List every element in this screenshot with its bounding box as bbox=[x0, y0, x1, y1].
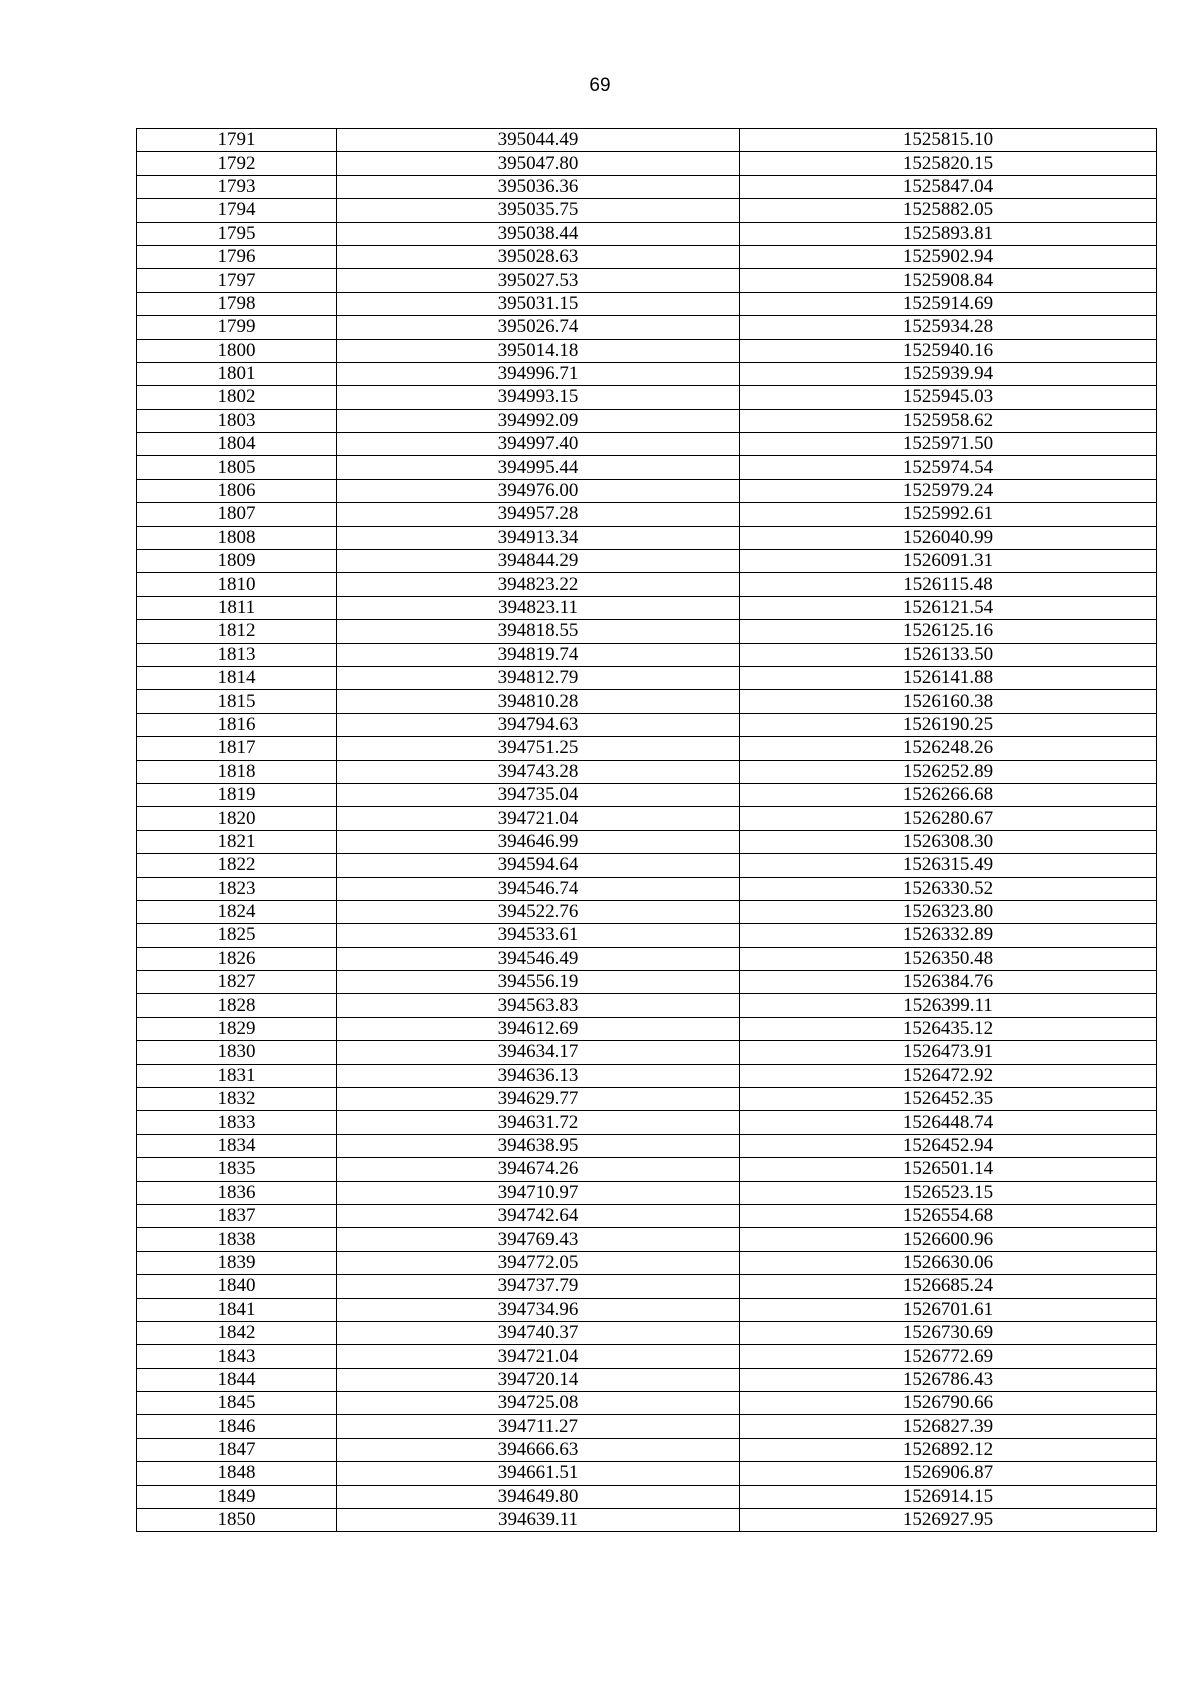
x-coordinate-cell: 395031.15 bbox=[337, 292, 740, 315]
table-row bbox=[137, 503, 1157, 526]
point-number-cell: 1823 bbox=[137, 877, 337, 900]
y-coordinate-cell: 1526330.52 bbox=[740, 877, 1157, 900]
point-number-cell: 1828 bbox=[137, 994, 337, 1017]
table-row bbox=[137, 152, 1157, 175]
table-row bbox=[137, 550, 1157, 573]
x-coordinate-cell: 394629.77 bbox=[337, 1088, 740, 1111]
y-coordinate-cell: 1525974.54 bbox=[740, 456, 1157, 479]
point-number-cell: 1844 bbox=[137, 1368, 337, 1391]
y-coordinate-cell: 1526452.94 bbox=[740, 1134, 1157, 1157]
y-coordinate-cell: 1526600.96 bbox=[740, 1228, 1157, 1251]
x-coordinate-cell: 394743.28 bbox=[337, 760, 740, 783]
y-coordinate-cell: 1525908.84 bbox=[740, 269, 1157, 292]
y-coordinate-cell: 1525958.62 bbox=[740, 409, 1157, 432]
x-coordinate-cell: 395027.53 bbox=[337, 269, 740, 292]
x-coordinate-cell: 394725.08 bbox=[337, 1392, 740, 1415]
point-number-cell: 1822 bbox=[137, 854, 337, 877]
x-coordinate-cell: 394997.40 bbox=[337, 433, 740, 456]
x-coordinate-cell: 394674.26 bbox=[337, 1158, 740, 1181]
y-coordinate-cell: 1526190.25 bbox=[740, 713, 1157, 736]
x-coordinate-cell: 394769.43 bbox=[337, 1228, 740, 1251]
point-number-cell: 1815 bbox=[137, 690, 337, 713]
y-coordinate-cell: 1525820.15 bbox=[740, 152, 1157, 175]
table-row bbox=[137, 269, 1157, 292]
y-coordinate-cell: 1525940.16 bbox=[740, 339, 1157, 362]
point-number-cell: 1842 bbox=[137, 1321, 337, 1344]
x-coordinate-cell: 394636.13 bbox=[337, 1064, 740, 1087]
table-row bbox=[137, 1228, 1157, 1251]
point-number-cell: 1838 bbox=[137, 1228, 337, 1251]
x-coordinate-cell: 394823.22 bbox=[337, 573, 740, 596]
x-coordinate-cell: 394957.28 bbox=[337, 503, 740, 526]
x-coordinate-cell: 394995.44 bbox=[337, 456, 740, 479]
x-coordinate-cell: 394742.64 bbox=[337, 1204, 740, 1227]
table-row bbox=[137, 737, 1157, 760]
y-coordinate-cell: 1526252.89 bbox=[740, 760, 1157, 783]
table-row bbox=[137, 245, 1157, 268]
point-number-cell: 1831 bbox=[137, 1064, 337, 1087]
y-coordinate-cell: 1526630.06 bbox=[740, 1251, 1157, 1274]
point-number-cell: 1837 bbox=[137, 1204, 337, 1227]
point-number-cell: 1849 bbox=[137, 1485, 337, 1508]
point-number-cell: 1818 bbox=[137, 760, 337, 783]
table-row bbox=[137, 1509, 1157, 1532]
y-coordinate-cell: 1526399.11 bbox=[740, 994, 1157, 1017]
y-coordinate-cell: 1526452.35 bbox=[740, 1088, 1157, 1111]
y-coordinate-cell: 1526472.92 bbox=[740, 1064, 1157, 1087]
point-number-cell: 1791 bbox=[137, 129, 337, 152]
x-coordinate-cell: 394794.63 bbox=[337, 713, 740, 736]
point-number-cell: 1846 bbox=[137, 1415, 337, 1438]
point-number-cell: 1848 bbox=[137, 1462, 337, 1485]
table-row bbox=[137, 1204, 1157, 1227]
table-row bbox=[137, 1462, 1157, 1485]
table-row bbox=[137, 1438, 1157, 1461]
y-coordinate-cell: 1526473.91 bbox=[740, 1041, 1157, 1064]
point-number-cell: 1820 bbox=[137, 807, 337, 830]
y-coordinate-cell: 1525882.05 bbox=[740, 199, 1157, 222]
point-number-cell: 1794 bbox=[137, 199, 337, 222]
table-row bbox=[137, 713, 1157, 736]
table-row bbox=[137, 971, 1157, 994]
point-number-cell: 1807 bbox=[137, 503, 337, 526]
y-coordinate-cell: 1525902.94 bbox=[740, 245, 1157, 268]
x-coordinate-cell: 394823.11 bbox=[337, 596, 740, 619]
x-coordinate-cell: 394992.09 bbox=[337, 409, 740, 432]
point-number-cell: 1800 bbox=[137, 339, 337, 362]
y-coordinate-cell: 1525914.69 bbox=[740, 292, 1157, 315]
table-row bbox=[137, 456, 1157, 479]
point-number-cell: 1803 bbox=[137, 409, 337, 432]
point-number-cell: 1795 bbox=[137, 222, 337, 245]
x-coordinate-cell: 394996.71 bbox=[337, 362, 740, 385]
table-row bbox=[137, 1064, 1157, 1087]
x-coordinate-cell: 394666.63 bbox=[337, 1438, 740, 1461]
table-row bbox=[137, 362, 1157, 385]
table-row bbox=[137, 1017, 1157, 1040]
x-coordinate-cell: 395026.74 bbox=[337, 316, 740, 339]
point-number-cell: 1805 bbox=[137, 456, 337, 479]
point-number-cell: 1801 bbox=[137, 362, 337, 385]
x-coordinate-cell: 394810.28 bbox=[337, 690, 740, 713]
point-number-cell: 1827 bbox=[137, 971, 337, 994]
table-row bbox=[137, 854, 1157, 877]
point-number-cell: 1824 bbox=[137, 900, 337, 923]
y-coordinate-cell: 1526790.66 bbox=[740, 1392, 1157, 1415]
table-row bbox=[137, 994, 1157, 1017]
y-coordinate-cell: 1526701.61 bbox=[740, 1298, 1157, 1321]
y-coordinate-cell: 1525992.61 bbox=[740, 503, 1157, 526]
table-row bbox=[137, 339, 1157, 362]
y-coordinate-cell: 1526125.16 bbox=[740, 620, 1157, 643]
y-coordinate-cell: 1526501.14 bbox=[740, 1158, 1157, 1181]
x-coordinate-cell: 394710.97 bbox=[337, 1181, 740, 1204]
table-row bbox=[137, 479, 1157, 502]
point-number-cell: 1798 bbox=[137, 292, 337, 315]
x-coordinate-cell: 394751.25 bbox=[337, 737, 740, 760]
table-row bbox=[137, 175, 1157, 198]
point-number-cell: 1825 bbox=[137, 924, 337, 947]
point-number-cell: 1809 bbox=[137, 550, 337, 573]
y-coordinate-cell: 1526384.76 bbox=[740, 971, 1157, 994]
y-coordinate-cell: 1526927.95 bbox=[740, 1509, 1157, 1532]
y-coordinate-cell: 1526133.50 bbox=[740, 643, 1157, 666]
point-number-cell: 1799 bbox=[137, 316, 337, 339]
table-row bbox=[137, 643, 1157, 666]
point-number-cell: 1841 bbox=[137, 1298, 337, 1321]
table-row bbox=[137, 830, 1157, 853]
y-coordinate-cell: 1525893.81 bbox=[740, 222, 1157, 245]
table-row bbox=[137, 129, 1157, 152]
x-coordinate-cell: 395036.36 bbox=[337, 175, 740, 198]
point-number-cell: 1839 bbox=[137, 1251, 337, 1274]
y-coordinate-cell: 1526448.74 bbox=[740, 1111, 1157, 1134]
table-row bbox=[137, 1134, 1157, 1157]
y-coordinate-cell: 1526523.15 bbox=[740, 1181, 1157, 1204]
point-number-cell: 1832 bbox=[137, 1088, 337, 1111]
table-row bbox=[137, 690, 1157, 713]
y-coordinate-cell: 1525945.03 bbox=[740, 386, 1157, 409]
table-row bbox=[137, 760, 1157, 783]
x-coordinate-cell: 394533.61 bbox=[337, 924, 740, 947]
y-coordinate-cell: 1525815.10 bbox=[740, 129, 1157, 152]
x-coordinate-cell: 394844.29 bbox=[337, 550, 740, 573]
x-coordinate-cell: 394612.69 bbox=[337, 1017, 740, 1040]
y-coordinate-cell: 1526115.48 bbox=[740, 573, 1157, 596]
y-coordinate-cell: 1526435.12 bbox=[740, 1017, 1157, 1040]
x-coordinate-cell: 394812.79 bbox=[337, 666, 740, 689]
x-coordinate-cell: 394639.11 bbox=[337, 1509, 740, 1532]
point-number-cell: 1813 bbox=[137, 643, 337, 666]
table-row bbox=[137, 573, 1157, 596]
point-number-cell: 1835 bbox=[137, 1158, 337, 1181]
y-coordinate-cell: 1526772.69 bbox=[740, 1345, 1157, 1368]
y-coordinate-cell: 1526786.43 bbox=[740, 1368, 1157, 1391]
x-coordinate-cell: 394522.76 bbox=[337, 900, 740, 923]
x-coordinate-cell: 394913.34 bbox=[337, 526, 740, 549]
y-coordinate-cell: 1526091.31 bbox=[740, 550, 1157, 573]
table-row bbox=[137, 807, 1157, 830]
table-row bbox=[137, 1345, 1157, 1368]
x-coordinate-cell: 394734.96 bbox=[337, 1298, 740, 1321]
point-number-cell: 1830 bbox=[137, 1041, 337, 1064]
x-coordinate-cell: 394735.04 bbox=[337, 783, 740, 806]
x-coordinate-cell: 395038.44 bbox=[337, 222, 740, 245]
point-number-cell: 1814 bbox=[137, 666, 337, 689]
table-row bbox=[137, 1485, 1157, 1508]
point-number-cell: 1812 bbox=[137, 620, 337, 643]
x-coordinate-cell: 394721.04 bbox=[337, 807, 740, 830]
y-coordinate-cell: 1525979.24 bbox=[740, 479, 1157, 502]
point-number-cell: 1811 bbox=[137, 596, 337, 619]
point-number-cell: 1833 bbox=[137, 1111, 337, 1134]
y-coordinate-cell: 1526906.87 bbox=[740, 1462, 1157, 1485]
table-row bbox=[137, 222, 1157, 245]
table-row bbox=[137, 316, 1157, 339]
point-number-cell: 1836 bbox=[137, 1181, 337, 1204]
table-row bbox=[137, 666, 1157, 689]
point-number-cell: 1806 bbox=[137, 479, 337, 502]
y-coordinate-cell: 1526121.54 bbox=[740, 596, 1157, 619]
x-coordinate-cell: 394661.51 bbox=[337, 1462, 740, 1485]
y-coordinate-cell: 1526554.68 bbox=[740, 1204, 1157, 1227]
table-row bbox=[137, 924, 1157, 947]
table-row bbox=[137, 1392, 1157, 1415]
x-coordinate-cell: 395028.63 bbox=[337, 245, 740, 268]
table-row bbox=[137, 1298, 1157, 1321]
table-row bbox=[137, 1111, 1157, 1134]
table-row bbox=[137, 292, 1157, 315]
x-coordinate-cell: 394711.27 bbox=[337, 1415, 740, 1438]
y-coordinate-cell: 1526280.67 bbox=[740, 807, 1157, 830]
point-number-cell: 1850 bbox=[137, 1509, 337, 1532]
table-row bbox=[137, 526, 1157, 549]
coordinates-table bbox=[136, 128, 1157, 1532]
point-number-cell: 1797 bbox=[137, 269, 337, 292]
point-number-cell: 1817 bbox=[137, 737, 337, 760]
x-coordinate-cell: 394772.05 bbox=[337, 1251, 740, 1274]
point-number-cell: 1840 bbox=[137, 1275, 337, 1298]
x-coordinate-cell: 394993.15 bbox=[337, 386, 740, 409]
x-coordinate-cell: 394740.37 bbox=[337, 1321, 740, 1344]
x-coordinate-cell: 395047.80 bbox=[337, 152, 740, 175]
y-coordinate-cell: 1526332.89 bbox=[740, 924, 1157, 947]
y-coordinate-cell: 1526160.38 bbox=[740, 690, 1157, 713]
y-coordinate-cell: 1525971.50 bbox=[740, 433, 1157, 456]
coordinates-table-body bbox=[137, 129, 1157, 1532]
table-row bbox=[137, 620, 1157, 643]
point-number-cell: 1804 bbox=[137, 433, 337, 456]
point-number-cell: 1802 bbox=[137, 386, 337, 409]
table-row bbox=[137, 596, 1157, 619]
point-number-cell: 1821 bbox=[137, 830, 337, 853]
y-coordinate-cell: 1525939.94 bbox=[740, 362, 1157, 385]
table-row bbox=[137, 386, 1157, 409]
table-row bbox=[137, 1041, 1157, 1064]
point-number-cell: 1843 bbox=[137, 1345, 337, 1368]
point-number-cell: 1826 bbox=[137, 947, 337, 970]
table-row bbox=[137, 783, 1157, 806]
y-coordinate-cell: 1526315.49 bbox=[740, 854, 1157, 877]
y-coordinate-cell: 1526350.48 bbox=[740, 947, 1157, 970]
point-number-cell: 1796 bbox=[137, 245, 337, 268]
x-coordinate-cell: 394631.72 bbox=[337, 1111, 740, 1134]
table-row bbox=[137, 1275, 1157, 1298]
y-coordinate-cell: 1526892.12 bbox=[740, 1438, 1157, 1461]
table-row bbox=[137, 900, 1157, 923]
table-row bbox=[137, 1368, 1157, 1391]
table-row bbox=[137, 1181, 1157, 1204]
x-coordinate-cell: 394976.00 bbox=[337, 479, 740, 502]
x-coordinate-cell: 395014.18 bbox=[337, 339, 740, 362]
x-coordinate-cell: 394546.74 bbox=[337, 877, 740, 900]
point-number-cell: 1819 bbox=[137, 783, 337, 806]
x-coordinate-cell: 394720.14 bbox=[337, 1368, 740, 1391]
point-number-cell: 1810 bbox=[137, 573, 337, 596]
x-coordinate-cell: 394594.64 bbox=[337, 854, 740, 877]
table-row bbox=[137, 947, 1157, 970]
x-coordinate-cell: 394737.79 bbox=[337, 1275, 740, 1298]
table-row bbox=[137, 409, 1157, 432]
y-coordinate-cell: 1526248.26 bbox=[740, 737, 1157, 760]
x-coordinate-cell: 394818.55 bbox=[337, 620, 740, 643]
x-coordinate-cell: 394646.99 bbox=[337, 830, 740, 853]
page-number: 69 bbox=[589, 75, 611, 96]
point-number-cell: 1792 bbox=[137, 152, 337, 175]
x-coordinate-cell: 394563.83 bbox=[337, 994, 740, 1017]
y-coordinate-cell: 1526914.15 bbox=[740, 1485, 1157, 1508]
y-coordinate-cell: 1526323.80 bbox=[740, 900, 1157, 923]
point-number-cell: 1793 bbox=[137, 175, 337, 198]
table-row bbox=[137, 1088, 1157, 1111]
y-coordinate-cell: 1526685.24 bbox=[740, 1275, 1157, 1298]
y-coordinate-cell: 1526266.68 bbox=[740, 783, 1157, 806]
y-coordinate-cell: 1525934.28 bbox=[740, 316, 1157, 339]
x-coordinate-cell: 394649.80 bbox=[337, 1485, 740, 1508]
point-number-cell: 1845 bbox=[137, 1392, 337, 1415]
x-coordinate-cell: 394634.17 bbox=[337, 1041, 740, 1064]
x-coordinate-cell: 394638.95 bbox=[337, 1134, 740, 1157]
table-row bbox=[137, 1158, 1157, 1181]
x-coordinate-cell: 394556.19 bbox=[337, 971, 740, 994]
x-coordinate-cell: 395044.49 bbox=[337, 129, 740, 152]
point-number-cell: 1816 bbox=[137, 713, 337, 736]
x-coordinate-cell: 394721.04 bbox=[337, 1345, 740, 1368]
y-coordinate-cell: 1526308.30 bbox=[740, 830, 1157, 853]
y-coordinate-cell: 1526040.99 bbox=[740, 526, 1157, 549]
table-row bbox=[137, 199, 1157, 222]
table-row bbox=[137, 1321, 1157, 1344]
point-number-cell: 1847 bbox=[137, 1438, 337, 1461]
table-row bbox=[137, 877, 1157, 900]
x-coordinate-cell: 394546.49 bbox=[337, 947, 740, 970]
y-coordinate-cell: 1526141.88 bbox=[740, 666, 1157, 689]
point-number-cell: 1834 bbox=[137, 1134, 337, 1157]
point-number-cell: 1829 bbox=[137, 1017, 337, 1040]
table-row bbox=[137, 1415, 1157, 1438]
y-coordinate-cell: 1526730.69 bbox=[740, 1321, 1157, 1344]
point-number-cell: 1808 bbox=[137, 526, 337, 549]
y-coordinate-cell: 1526827.39 bbox=[740, 1415, 1157, 1438]
x-coordinate-cell: 394819.74 bbox=[337, 643, 740, 666]
x-coordinate-cell: 395035.75 bbox=[337, 199, 740, 222]
table-row bbox=[137, 1251, 1157, 1274]
table-row bbox=[137, 433, 1157, 456]
y-coordinate-cell: 1525847.04 bbox=[740, 175, 1157, 198]
